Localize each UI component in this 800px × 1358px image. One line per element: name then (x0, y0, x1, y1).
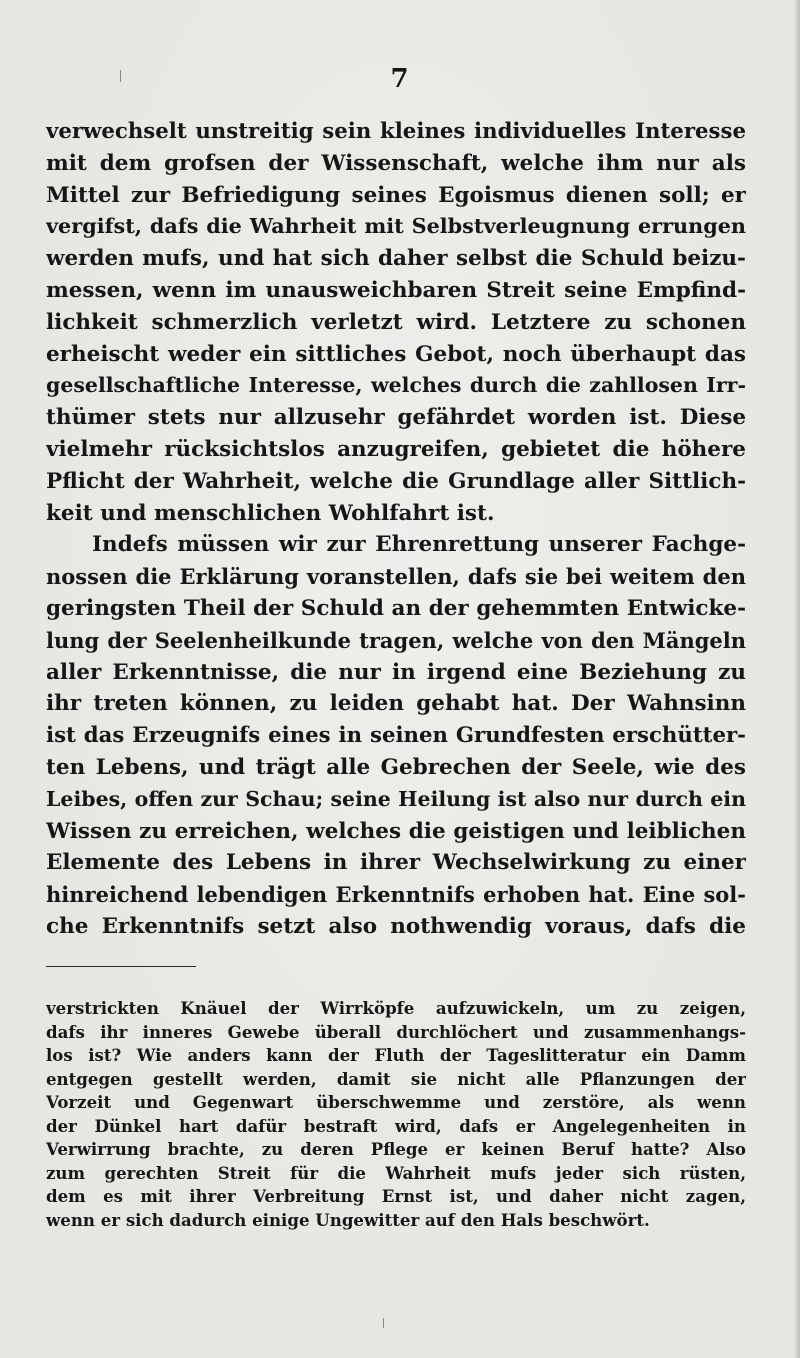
text-line: geringsten Theil der Schuld an der gehemmten Entwicke- (46, 595, 746, 621)
text-line: ten Lebens, und trägt alle Gebrechen der Seele, wie des (46, 754, 746, 780)
text-line: thümer stets nur allzusehr gefährdet worden ist. Diese (46, 405, 746, 431)
footnote-line: wenn er sich dadurch einige Ungewitter auf den Hals beschwört. (46, 1209, 650, 1230)
paper-speck (120, 70, 121, 82)
page-number: 7 (390, 64, 410, 94)
text-line: ihr treten können, zu leiden gehabt hat. Der Wahnsinn (46, 691, 746, 717)
text-line: Mittel zur Befriedigung seines Egoismus dienen soll; er (46, 182, 746, 208)
footnote-divider (46, 966, 196, 967)
text-line: mit dem grofsen der Wissenschaft, welche ihm nur als (46, 150, 746, 176)
text-line: che Erkenntnifs setzt also nothwendig voraus, dafs die (46, 913, 746, 939)
footnote-line: zum gerechten Streit für die Wahrheit mufs jeder sich rüsten, (46, 1162, 746, 1183)
footnote-line: dafs ihr inneres Gewebe überall durchlöchert und zusammenhangs- (46, 1021, 746, 1042)
footnote-line: der Dünkel hart dafür bestraft wird, dafs er Angelegenheiten in (46, 1115, 746, 1136)
main-text-block (46, 116, 746, 943)
text-line: ist das Erzeugnifs eines in seinen Grundfesten erschütter- (46, 723, 746, 749)
text-line: nossen die Erklärung voranstellen, dafs sie bei weitem den (46, 564, 746, 590)
footnote-line: los ist? Wie anders kann der Fluth der Tageslitteratur ein Damm (46, 1045, 746, 1065)
text-line: Elemente des Lebens in ihrer Wechselwirkung zu einer (46, 850, 746, 876)
text-line: verwechselt unstreitig sein kleines individuelles Interesse (46, 119, 746, 144)
text-line: erheischt weder ein sittliches Gebot, noch überhaupt das (46, 341, 746, 367)
footnote-block (46, 997, 746, 1232)
text-line: Wissen zu erreichen, welches die geistigen und leiblichen (46, 818, 746, 844)
text-line: Pflicht der Wahrheit, welche die Grundlage aller Sittlich- (46, 468, 746, 494)
text-line: vergifst, dafs die Wahrheit mit Selbstverleugnung errungen (46, 214, 746, 239)
footnote-line: Vorzeit und Gegenwart überschwemme und zerstöre, als wenn (46, 1092, 746, 1112)
text-line: Leibes, offen zur Schau; seine Heilung ist also nur durch ein (46, 786, 746, 811)
text-line: gesellschaftliche Interesse, welches durch die zahllosen Irr- (46, 373, 746, 398)
text-line: messen, wenn im unausweichbaren Streit seine Empfind- (46, 277, 746, 303)
page-edge-shadow (794, 0, 800, 1358)
footnote-line: dem es mit ihrer Verbreitung Ernst ist, und daher nicht zagen, (46, 1186, 746, 1206)
text-line: lichkeit schmerzlich verletzt wird. Letztere zu schonen (46, 309, 746, 335)
text-line: vielmehr rücksichtslos anzugreifen, gebietet die höhere (46, 436, 746, 462)
footnote-line: verstrickten Knäuel der Wirrköpfe aufzuwickeln, um zu zeigen, (46, 998, 746, 1018)
text-line: keit und menschlichen Wohlfahrt ist. (46, 500, 495, 526)
footnote-line: Verwirrung brachte, zu deren Pflege er keinen Beruf hatte? Also (46, 1139, 746, 1159)
paper-speck (383, 1318, 384, 1328)
text-line: lung der Seelenheilkunde tragen, welche von den Mängeln (46, 627, 746, 653)
text-line: werden mufs, und hat sich daher selbst die Schuld beizu- (46, 246, 746, 272)
text-line: aller Erkenntnisse, die nur in irgend eine Beziehung zu (46, 659, 746, 685)
text-line: Indefs müssen wir zur Ehrenrettung unserer Fachge- (92, 532, 746, 558)
footnote-line: entgegen gestellt werden, damit sie nicht alle Pflanzungen der (46, 1068, 746, 1089)
text-line: hinreichend lebendigen Erkenntnifs erhoben hat. Eine sol- (46, 882, 746, 908)
